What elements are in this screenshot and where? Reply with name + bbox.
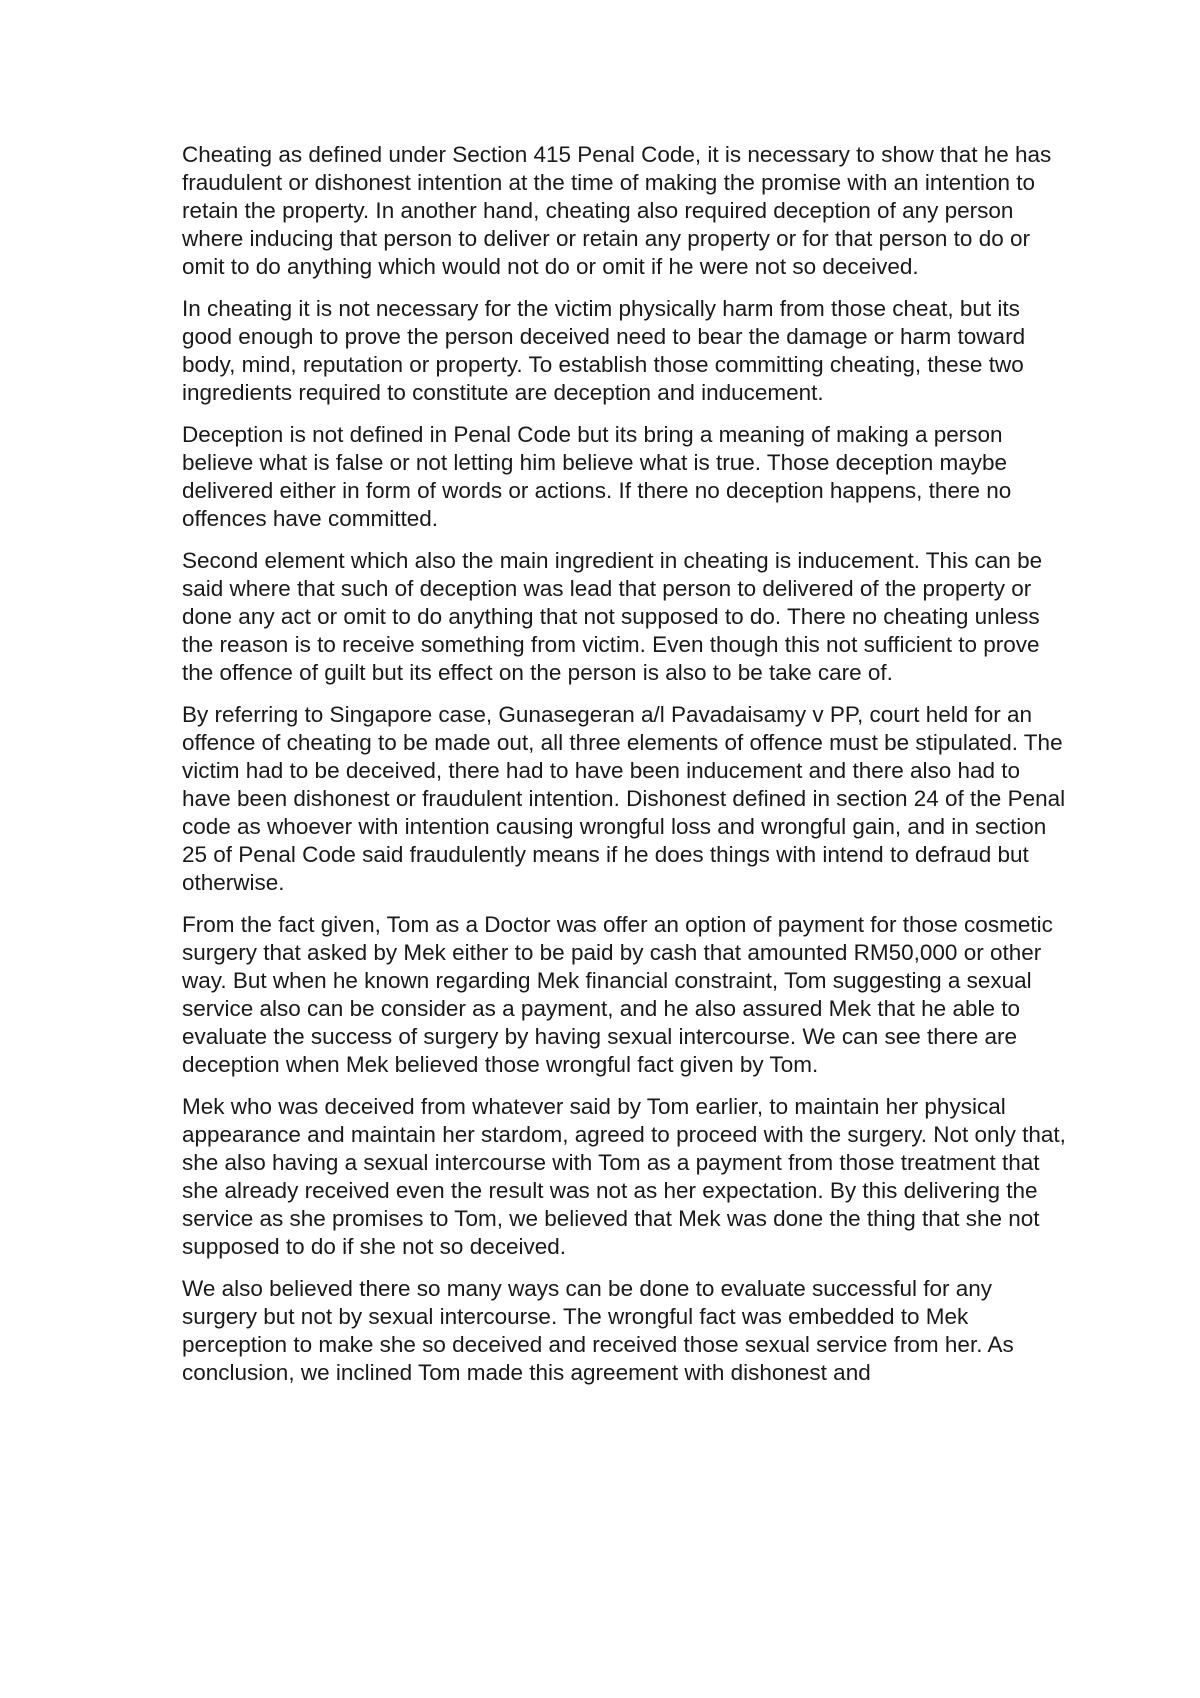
paragraph-8: We also believed there so many ways can be done to evaluate successful for any surgery but not by sexual intercourse. The wrongful fact was embedded to Mek perception to make she so deceived and received those sexual service from her. As conclusion, we inclined Tom made this agreement with dishonest and: [182, 1276, 1014, 1385]
paragraph-5: By referring to Singapore case, Gunasegeran a/l Pavadaisamy v PP, court held for an offence of cheating to be made out, all three elements of offence must be stipulated. The victim had to be deceived, there had to have been inducement and there also had to have been dishonest or fraudulent intention. Dishonest defined in section 24 of the Penal code as whoever with intention causing wrongful loss and wrongful gain, and in section 25 of Penal Code said fraudulently means if he does things with intend to defraud but otherwise.: [182, 702, 1066, 895]
paragraph-4: Second element which also the main ingredient in cheating is inducement. This can be said where that such of deception was lead that person to delivered of the property or done any act or omit to do anything that not supposed to do. There no cheating unless the reason is to receive something from victim. Even though this not sufficient to prove the offence of guilt but its effect on the person is also to be take care of.: [182, 548, 1043, 685]
paragraph-7: Mek who was deceived from whatever said by Tom earlier, to maintain her physical appearance and maintain her stardom, agreed to proceed with the surgery. Not only that, she also having a sexual intercourse with Tom as a payment from those treatment that she already received even the result was not as her expectation. By this delivering the service as she promises to Tom, we believed that Mek was done the thing that she not supposed to do if she not so deceived.: [182, 1094, 1066, 1259]
paragraph-3: Deception is not defined in Penal Code but its bring a meaning of making a person believe what is false or not letting him believe what is true. Those deception maybe delivered either in form of words or actions. If there no deception happens, there no offences have committed.: [182, 422, 1012, 531]
document-body: [182, 141, 1072, 1401]
paragraph-2: In cheating it is not necessary for the victim physically harm from those cheat, but its good enough to prove the person deceived need to bear the damage or harm toward body, mind, reputation or property. To establish those committing cheating, these two ingredients required to constitute are deception and inducement.: [182, 296, 1026, 405]
paragraph-1: Cheating as defined under Section 415 Penal Code, it is necessary to show that he has fraudulent or dishonest intention at the time of making the promise with an intention to retain the property. In another hand, cheating also required deception of any person where inducing that person to deliver or retain any property or for that person to do or omit to do anything which would not do or omit if he were not so deceived.: [182, 142, 1052, 279]
paragraph-6: From the fact given, Tom as a Doctor was offer an option of payment for those cosmetic surgery that asked by Mek either to be paid by cash that amounted RM50,000 or other way. But when he known regarding Mek financial constraint, Tom suggesting a sexual service also can be consider as a payment, and he also assured Mek that he able to evaluate the success of surgery by having sexual intercourse. We can see there are deception when Mek believed those wrongful fact given by Tom.: [182, 912, 1053, 1077]
